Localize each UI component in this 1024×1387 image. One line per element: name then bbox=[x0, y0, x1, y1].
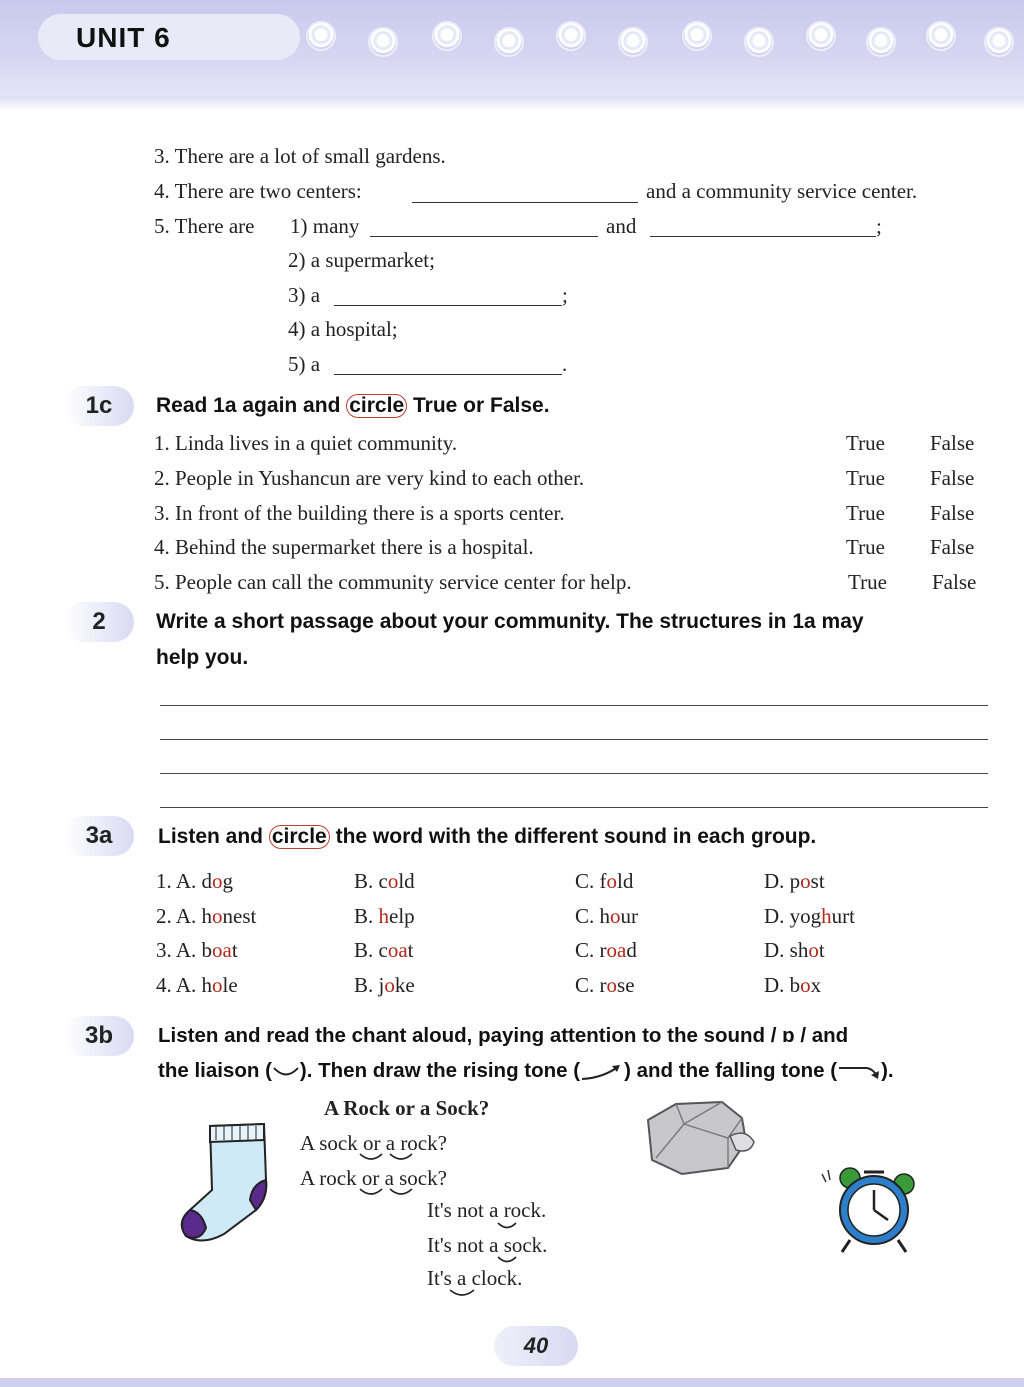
list-item-text: 1) many bbox=[290, 214, 360, 238]
statement: 4. Behind the supermarket there is a hospital. bbox=[154, 535, 534, 559]
sound-row bbox=[156, 938, 238, 963]
decorative-circle-icon bbox=[744, 27, 774, 57]
sound-row bbox=[156, 973, 238, 998]
sound-option[interactable]: D. yoghurt bbox=[764, 904, 855, 928]
liaison-marks bbox=[300, 1150, 900, 1350]
chant-line: It's not a rock. bbox=[427, 1198, 547, 1222]
option-letter: 4. A. bbox=[156, 973, 197, 997]
sound-option[interactable]: C. hour bbox=[575, 904, 639, 928]
option-letter: 1. A. bbox=[156, 869, 197, 893]
falling-tone-icon bbox=[837, 1062, 881, 1082]
statement: 2. People in Yushancun are very kind to each other. bbox=[154, 466, 585, 490]
sound-row bbox=[156, 904, 256, 929]
section-instruction: Listen and read the chant aloud, paying attention to the sound / ɒ / and bbox=[158, 1024, 849, 1047]
list-item: 3. There are a lot of small gardens. bbox=[154, 144, 446, 168]
false-option[interactable]: False bbox=[930, 535, 975, 559]
decorative-circle-icon bbox=[494, 27, 524, 57]
section-instruction: Write a short passage about your community. The structures in 1a may bbox=[156, 610, 864, 633]
decorative-circle-icon bbox=[682, 21, 712, 51]
instruction-text: ). Then draw the rising tone ( bbox=[299, 1059, 581, 1082]
rising-tone-icon bbox=[580, 1062, 624, 1082]
section-instruction bbox=[156, 394, 550, 418]
false-option[interactable]: False bbox=[930, 431, 975, 455]
decorative-circle-icon bbox=[926, 21, 956, 51]
instruction-text: Listen and bbox=[158, 825, 264, 848]
option-letter: 3. A. bbox=[156, 938, 197, 962]
section-instruction bbox=[158, 825, 816, 849]
word-option[interactable]: hole bbox=[201, 973, 238, 997]
section-badge-1c bbox=[64, 386, 134, 426]
answer-blank[interactable] bbox=[412, 202, 638, 203]
option-letter: 2. A. bbox=[156, 904, 197, 928]
decorative-circle-icon bbox=[984, 27, 1014, 57]
sound-option[interactable]: D. post bbox=[764, 869, 825, 893]
writing-line[interactable] bbox=[160, 773, 988, 774]
list-item-text: and bbox=[606, 214, 637, 238]
instruction-text: ). bbox=[881, 1059, 894, 1082]
writing-line[interactable] bbox=[160, 807, 988, 808]
list-item-text: 4) a hospital; bbox=[288, 317, 398, 341]
list-item: 5. There are bbox=[154, 214, 255, 238]
chant-title: A Rock or a Sock? bbox=[324, 1096, 490, 1120]
word-option[interactable]: honest bbox=[201, 904, 257, 928]
section-instruction bbox=[158, 1059, 894, 1083]
false-option[interactable]: False bbox=[930, 466, 975, 490]
section-badge-3b bbox=[64, 1016, 134, 1056]
decorative-circle-icon bbox=[806, 21, 836, 51]
instruction-text: True or False. bbox=[412, 394, 550, 417]
statement: 5. People can call the community service center for help. bbox=[154, 570, 632, 594]
list-item-text: . bbox=[562, 352, 568, 376]
true-option[interactable]: True bbox=[846, 535, 885, 559]
false-option[interactable]: False bbox=[930, 501, 975, 525]
liaison-icon bbox=[272, 1065, 300, 1079]
list-item-text: 5) a bbox=[288, 352, 321, 376]
footer-band bbox=[0, 1378, 1024, 1387]
section-badge-2 bbox=[64, 602, 134, 642]
statement: 1. Linda lives in a quiet community. bbox=[154, 431, 458, 455]
true-option[interactable]: True bbox=[846, 466, 885, 490]
list-item-text: and a community service center. bbox=[646, 179, 918, 203]
chant-line: A sock or a rock? bbox=[300, 1131, 447, 1155]
sound-option[interactable]: D. box bbox=[764, 973, 822, 997]
word-option[interactable]: dog bbox=[201, 869, 234, 893]
decorative-circle-icon bbox=[368, 27, 398, 57]
sound-option[interactable]: B. joke bbox=[354, 973, 415, 997]
statement: 3. In front of the building there is a sports center. bbox=[154, 501, 565, 525]
false-option[interactable]: False bbox=[932, 570, 977, 594]
rock-illustration bbox=[642, 1098, 762, 1178]
decorative-circle-icon bbox=[432, 21, 462, 51]
circled-word: circle bbox=[269, 825, 330, 849]
writing-line[interactable] bbox=[160, 705, 988, 706]
section-badge-label: 3a bbox=[85, 822, 113, 849]
decorative-circle-icon bbox=[618, 27, 648, 57]
word-option[interactable]: boat bbox=[201, 938, 238, 962]
section-badge-label: 2 bbox=[92, 608, 106, 635]
chant-line: It's a clock. bbox=[427, 1266, 523, 1290]
page-number: 40 bbox=[523, 1333, 549, 1358]
section-badge-3a bbox=[64, 816, 134, 856]
instruction-text: ) and the falling tone ( bbox=[624, 1059, 838, 1082]
sound-option[interactable]: C. rose bbox=[575, 973, 635, 997]
true-option[interactable]: True bbox=[846, 501, 885, 525]
answer-blank[interactable] bbox=[334, 305, 562, 306]
instruction-text: Read 1a again and bbox=[156, 394, 341, 417]
sock-illustration bbox=[172, 1118, 282, 1248]
sound-option[interactable]: D. shot bbox=[764, 938, 825, 962]
sound-option[interactable]: B. cold bbox=[354, 869, 415, 893]
list-item-text: 2) a supermarket; bbox=[288, 248, 435, 272]
instruction-text: the liaison ( bbox=[158, 1059, 272, 1082]
writing-line[interactable] bbox=[160, 739, 988, 740]
true-option[interactable]: True bbox=[848, 570, 887, 594]
section-instruction: help you. bbox=[156, 646, 249, 669]
sound-option[interactable]: B. coat bbox=[354, 938, 414, 962]
sound-option[interactable]: C. road bbox=[575, 938, 637, 962]
chant-line: A rock or a sock? bbox=[300, 1166, 447, 1190]
circled-word: circle bbox=[346, 394, 407, 418]
sound-option[interactable]: C. fold bbox=[575, 869, 634, 893]
alarm-clock-illustration bbox=[820, 1164, 920, 1254]
section-badge-label: 1c bbox=[85, 392, 113, 419]
unit-title: UNIT 6 bbox=[76, 22, 171, 53]
header-band bbox=[0, 96, 1024, 110]
answer-blank[interactable] bbox=[650, 236, 876, 237]
list-item: 4. There are two centers: bbox=[154, 179, 362, 203]
decorative-circle-icon bbox=[866, 27, 896, 57]
list-item-text: ; bbox=[876, 214, 882, 238]
chant-line: It's not a sock. bbox=[427, 1233, 548, 1257]
decorative-circle-icon bbox=[556, 21, 586, 51]
list-item-text: ; bbox=[562, 283, 568, 307]
section-badge-label: 3b bbox=[84, 1022, 113, 1049]
answer-blank[interactable] bbox=[334, 374, 562, 375]
true-option[interactable]: True bbox=[846, 431, 885, 455]
instruction-text: the word with the different sound in each group. bbox=[335, 825, 817, 848]
list-item-text: 3) a bbox=[288, 283, 321, 307]
sound-row bbox=[156, 869, 233, 894]
sound-option[interactable]: B. help bbox=[354, 904, 415, 928]
answer-blank[interactable] bbox=[370, 236, 598, 237]
decorative-circle-icon bbox=[306, 21, 336, 51]
